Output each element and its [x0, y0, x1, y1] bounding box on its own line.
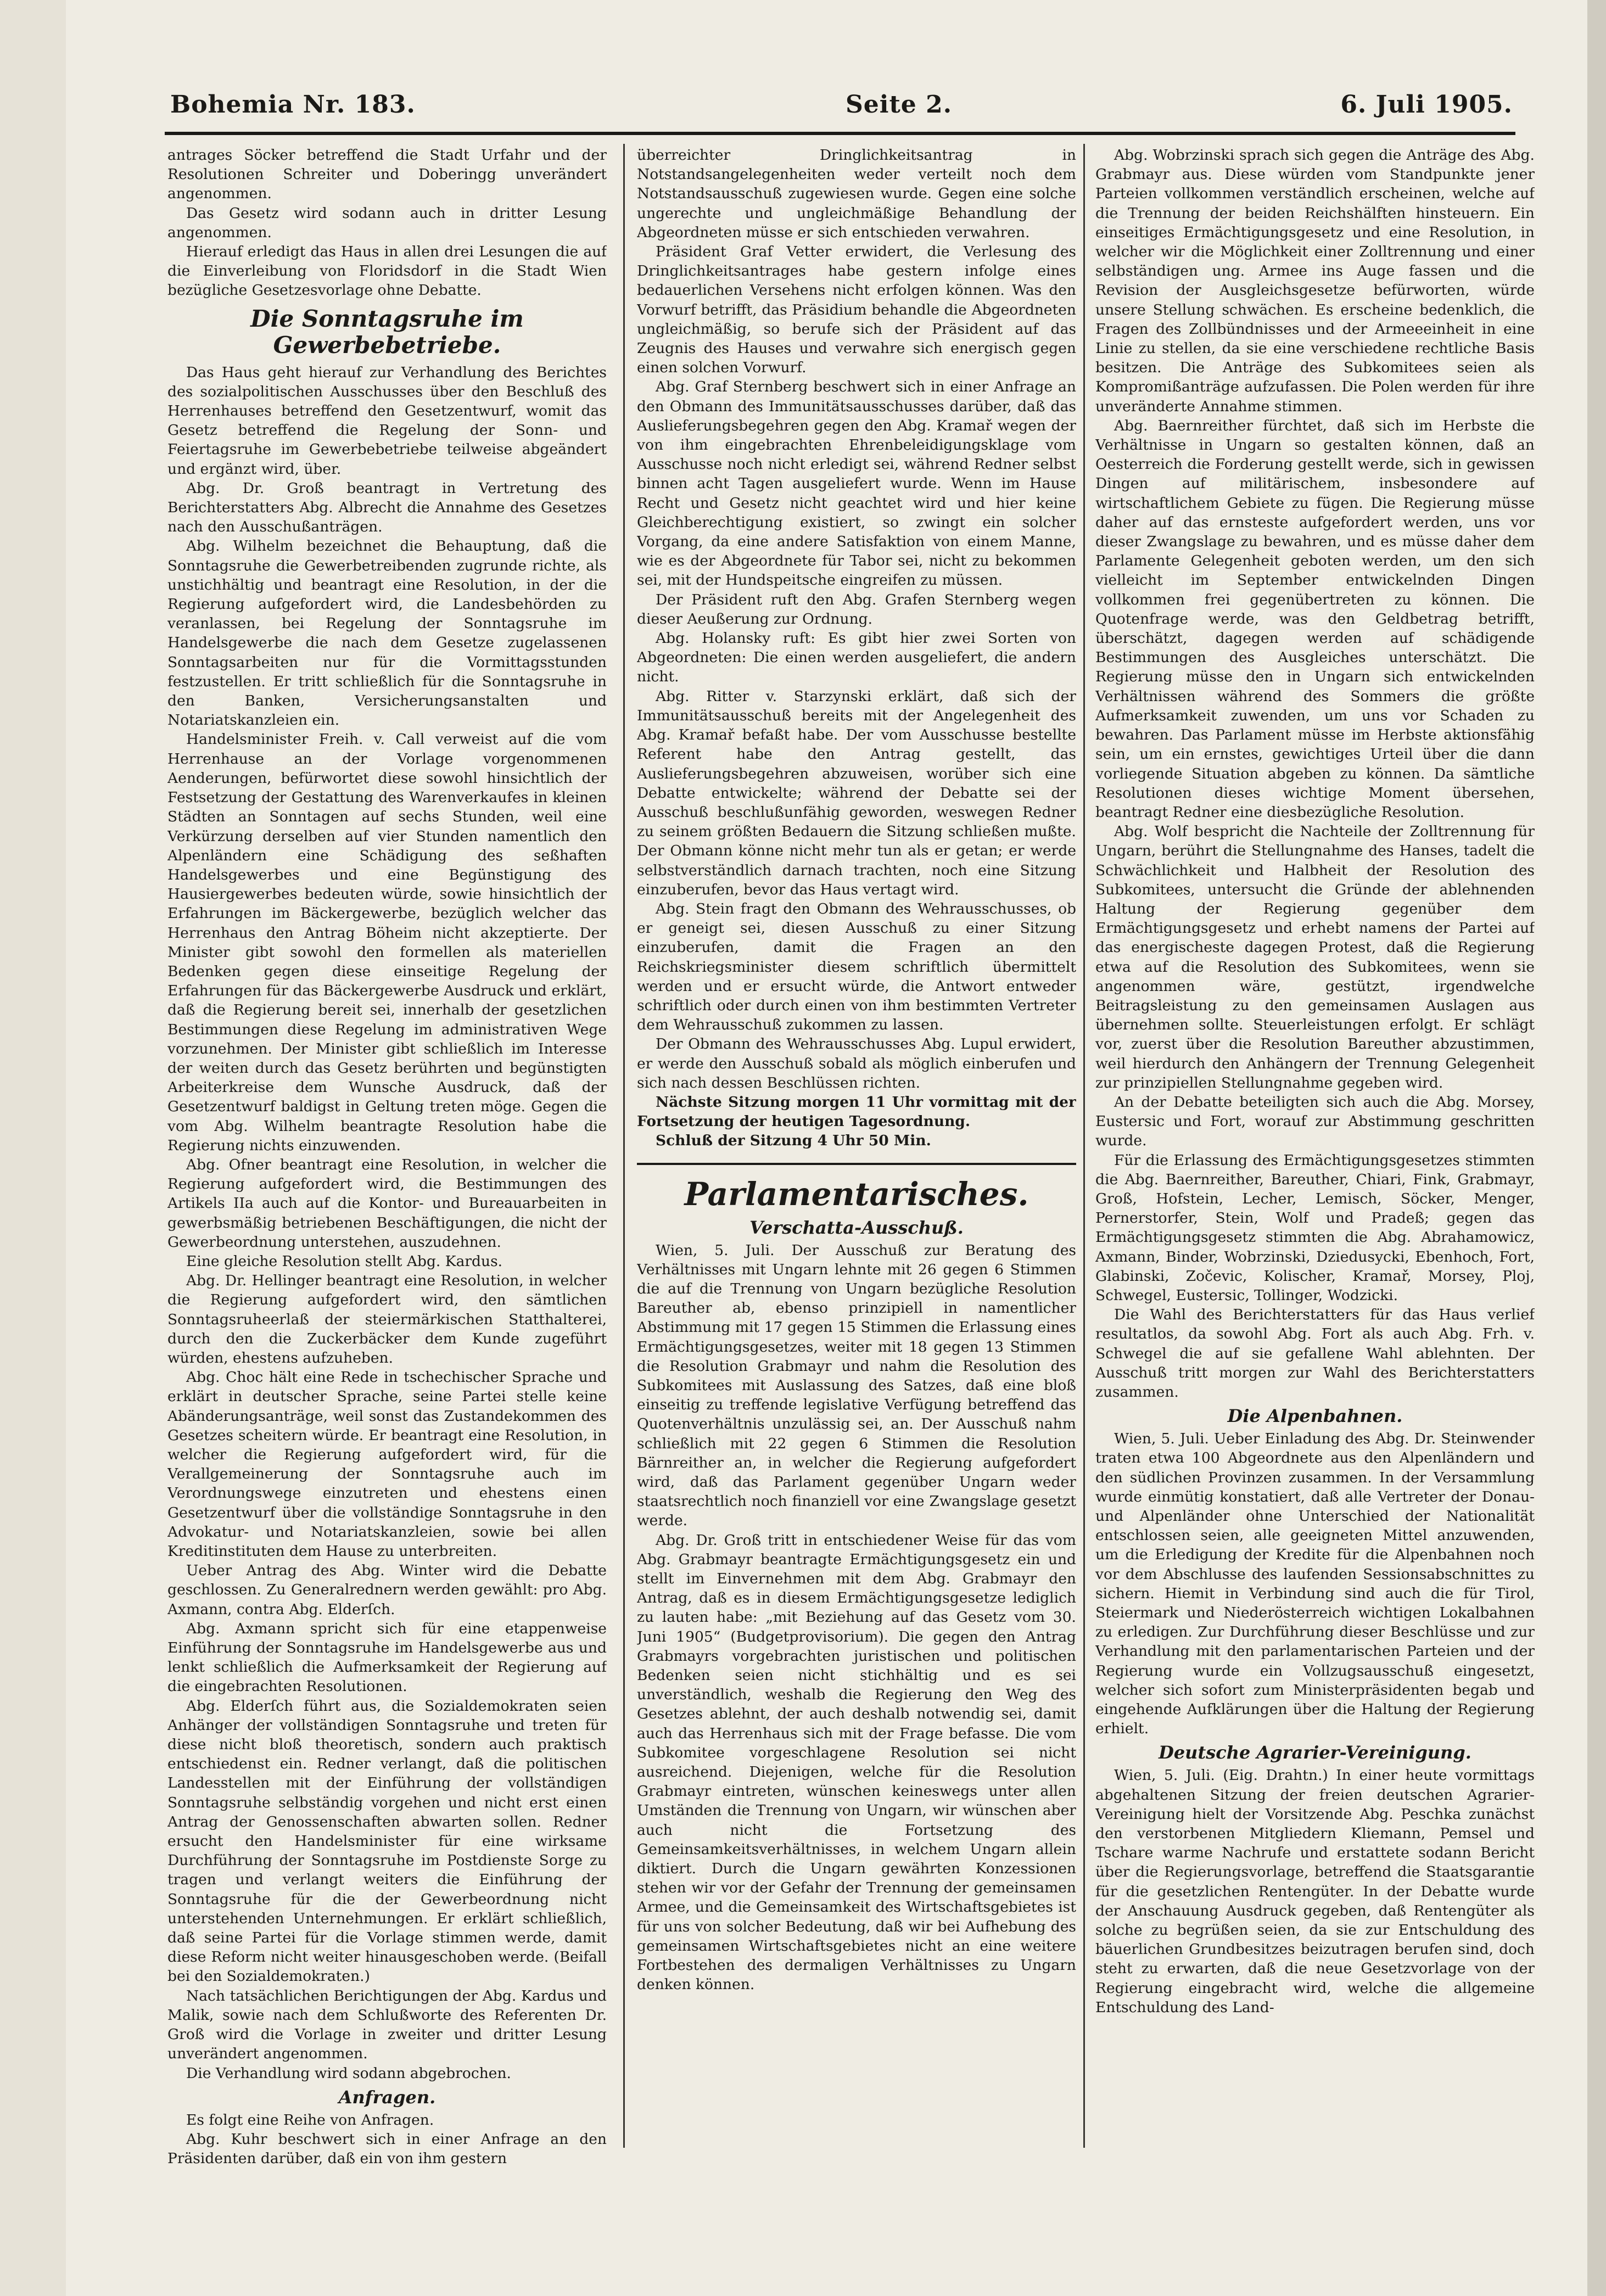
paragraph: Abg. Choc hält eine Rede in tschechischer Sprache und erklärt in deutscher Sprache, seine Partei stelle keine Abänderungsanträge, weil sonst das Zustandekommen des Gesetzes scheitern würde. Er beantragt eine Resolution, in welcher die Regierung aufgefordert wird, für die Verallgemeinerung der Sonntagsruhe auch im Verordnungswege einzutreten und ehestens einen Gesetzentwurf über die vollständige Sonntagsruhe in den Advokatur- und Notariatskanzleien, sowie bei allen Kreditinstituten dem Hause zu unterbreiten.	[167, 1369, 607, 1560]
column-divider-1	[623, 144, 625, 2148]
subheading-alpenbahnen: Die Alpenbahnen.	[1227, 1405, 1403, 1427]
paragraph: Die Wahl des Berichterstatters für das Haus verlief resultatlos, da sowohl Abg. Fort als auch Abg. Frh. v. Schwegel die auf sie gefallene Wahl ablehnten. Der Ausschuß tritt morgen zur Wahl des Berichterstatters zusammen.	[1095, 1306, 1535, 1401]
paragraph: Abg. Axmann spricht sich für eine etappenweise Einführung der Sonntagsruhe im Handelsgewerbe aus und lenkt schließlich die Aufmerksamkeit der Regierung auf die eingebrachten Resolutionen.	[167, 1620, 607, 1695]
scan-margin-right	[1587, 0, 1606, 2296]
section-heading-anfragen: Anfragen.	[338, 2086, 436, 2108]
paragraph: Abg. Dr. Groß beantragt in Vertretung des Berichterstatters Abg. Albrecht die Annahme des Gesetzes nach den Ausschußanträgen.	[167, 479, 607, 536]
paragraph: Abg. Stein fragt den Obmann des Wehrausschusses, ob er geneigt sei, diesen Ausschuß zu einer Sitzung einzuberufen, damit die Fragen an den Reichskriegsminister diesem schriftlich übermittelt werden und er ersucht würde, die Antwort entweder schriftlich oder durch einen von ihm bestimmten Vertreter dem Wehrausschuß zukommen zu lassen.	[637, 900, 1076, 1034]
paragraph: Die Verhandlung wird sodann abgebrochen.	[186, 2064, 511, 2082]
column-1	[167, 145, 607, 2265]
paragraph: antrages Söcker betreffend die Stadt Urfahr und der Resolutionen Schreiter und Doberingg unverändert angenommen.	[167, 147, 607, 203]
paragraph: Ueber Antrag des Abg. Winter wird die Debatte geschlossen. Zu Generalrednern werden gewählt: pro Abg. Axmann, contra Abg. Elderſch.	[167, 1562, 607, 1618]
column-2	[637, 145, 1076, 2265]
section-rule	[637, 1163, 1076, 1165]
paragraph: Abg. Wolf bespricht die Nachteile der Zolltrennung für Ungarn, berührt die Stellungnahme des Hanses, tadelt die Schwächlichkeit und Halbheit der Resolution des Subkomitees, untersucht die Gründe der ablehnenden Haltung der Regierung gegenüber dem Ermächtigungsgesetz und erhebt namens der Partei auf das energischeste dagegen Protest, daß die Regierung etwa auf die Resolution des Subkomitees, wenn sie angenommen wäre, gestützt, irgendwelche Beitragsleistung zu den gemeinsamen Auslagen aus übernehmen sollte. Steuerleistungen erfolgt. Er schlägt vor, zuerst über die Resolution Bareuther abzustimmen, weil hierdurch den Anhängern der Trennung Gelegenheit zur prinzipiellen Stellungnahme gegeben wird.	[1095, 823, 1535, 1091]
paragraph: Eine gleiche Resolution stellt Abg. Kardus.	[186, 1252, 503, 1270]
paragraph: Abg. Elderſch führt aus, die Sozialdemokraten seien Anhänger der vollständigen Sonntagsruhe und treten für diese nicht bloß theoretisch, sondern auch praktisch entschiedenst ein. Redner verlangt, daß die politischen Landesstellen mit der Einführung der vollständigen Sonntagsruhe selbständig vorgehen und nicht erst einen Antrag der Genossenschaften abwarten sollen. Redner ersucht den Handelsminister für eine wirksame Durchführung der Sonntagsruhe im Postdienste Sorge zu tragen und verlangt weiters die Einführung der Sonntagsruhe für die der Gewerbeordnung nicht unterstehenden Unternehmungen. Er erklärt schließlich, daß seine Partei für die Vorlage stimmen werde, damit diese Reform nicht weiter hinausgeschoben werde. (Beifall bei den Sozialdemokraten.)	[167, 1697, 607, 1985]
paragraph: Das Haus geht hierauf zur Verhandlung des Berichtes des sozialpolitischen Ausschusses über den Beschluß des Herrenhauses betreffend den Gesetzentwurf, womit das Gesetz betreffend die Regelung der Sonn- und Feiertagsruhe im Gewerbebetriebe teilweise abgeändert und ergänzt wird, über.	[167, 363, 607, 478]
subheading-agrarier-vereinigung: Deutsche Agrarier-Vereinigung.	[1159, 1742, 1471, 1763]
paragraph: Schluß der Sitzung 4 Uhr 50 Min.	[656, 1132, 931, 1150]
section-heading-parlamentarisches: Parlamentarisches.	[684, 1175, 1029, 1213]
paragraph: Nach tatsächlichen Berichtigungen der Abg. Kardus und Malik, sowie nach dem Schlußworte des Referenten Dr. Groß wird die Vorlage in zweiter und dritter Lesung unverändert angenommen.	[167, 1987, 607, 2063]
subheading-verschatta-ausschuss: Verschatta-Ausschuß.	[749, 1217, 964, 1238]
paragraph: Das Gesetz wird sodann auch in dritter Lesung angenommen.	[167, 204, 607, 241]
paragraph: Nächste Sitzung morgen 11 Uhr vormittag mit der Fortsetzung der heutigen Tagesordnung.	[637, 1093, 1076, 1130]
paragraph: Abg. Wobrzinski sprach sich gegen die Anträge des Abg. Grabmayr aus. Diese würden vom Standpunkte jener Parteien vollkommen verständlich erscheinen, welche auf die Trennung der beiden Reichshälften hinsteuern. Ein einseitiges Ermächtigungsgesetz und eine Resolution, in welcher wir die Möglichkeit einer Zolltrennung und einer selbständigen ung. Armee ins Auge fassen und die Revision der Ausgleichsgesetze befürworten, würde unsere Stellung schwächen. Es erscheine bedenklich, die Fragen des Zollbündnisses und der Armeeeinheit in eine Linie zu stellen, da sie eine verschiedene rechtliche Basis besitzen. Die Anträge des Subkomitees seien als Kompromißanträge aufzufassen. Die Polen werden für ihre unveränderte Annahme stimmen.	[1095, 147, 1535, 415]
paragraph: Abg. Dr. Groß tritt in entschiedener Weise für das vom Abg. Grabmayr beantragte Ermächtigungsgesetz ein und stellt im Einvernehmen mit dem Abg. Grabmayr den Antrag, daß es in diesem Ermächtigungsgesetze lediglich zu lauten habe: „mit Beziehung auf das Gesetz vom 30. Juni 1905“ (Budgetprovisorium). Die gegen den Antrag Grabmayrs vorgebrachten juristischen und politischen Bedenken seien nicht stichhältig und es sei unverständlich, weshalb die Regierung den Weg des Gesetzes ablehnt, der auch deshalb notwendig sei, damit auch das Herrenhaus sich mit der Frage befasse. Die vom Subkomitee vorgeschlagene Resolution sei nicht ausreichend. Diejenigen, welche für die Resolution Grabmayr eintreten, wünschen keineswegs unter allen Umständen die Trennung von Ungarn, wir wünschen aber auch nicht die Fortsetzung des Gemeinsamkeitsverhältnisses, in welchem Ungarn allein diktiert. Durch die Ungarn gewährten Konzessionen stehen wir vor der Gefahr der Trennung der gemeinsamen Armee, und die Gemeinsamkeit des Wirtschaftsgebietes ist für uns von solcher Bedeutung, daß wir bei Aufhebung des gemeinsamen Wirtschaftsgebietes nicht an eine weitere Fortbestehen des dermaligen Verhältnisses zu Ungarn denken können.	[637, 1531, 1076, 1993]
paragraph: Abg. Baernreither fürchtet, daß sich im Herbste die Verhältnisse in Ungarn so gestalten können, daß an Oesterreich die Forderung gestellt werde, sich in gewissen Dingen auf militärischem, insbesondere auf wirtschaftlichem Gebiete zu fügen. Die Regierung müsse daher auf das ernsteste aufgefordert werden, uns vor dieser Zwangslage zu bewahren, und es müsse daher dem Parlamente Gelegenheit geboten werden, um den sich vielleicht im September entwickelnden Dingen vollkommen frei gegenübertreten zu können. Die Quotenfrage werde, was den Geldbetrag betrifft, überschätzt, dagegen werden auf schädigende Bestimmungen des Ausgleiches unterschätzt. Die Regierung müsse den in Ungarn sich entwickelnden Verhältnissen während des Sommers die größte Aufmerksamkeit zuwenden, um uns vor Schaden zu bewahren. Das Parlament müsse im Herbste aktionsfähig sein, um ein ernstes, gewichtiges Urteil über die dann vorliegende Situation abgeben zu können. Da sämtliche Resolutionen dieses wichtige Moment übersehen, beantragt Redner eine diesbezügliche Resolution.	[1095, 417, 1535, 821]
paragraph: überreichter Dringlichkeitsantrag in Notstandsangelegenheiten weder verteilt noch dem Notstandsausschuß zugewiesen wurde. Gegen eine solche ungerechte und ungleichmäßige Behandlung der Abgeordneten müsse er sich entschieden verwahren.	[637, 147, 1076, 241]
paragraph: Abg. Kuhr beschwert sich in einer Anfrage an den Präsidenten darüber, daß ein von ihm gestern	[167, 2130, 607, 2168]
issue-date: 6. Juli 1905.	[1340, 91, 1513, 119]
masthead-issue: Bohemia Nr. 183.	[170, 91, 416, 119]
paragraph: Abg. Wilhelm bezeichnet die Behauptung, daß die Sonntagsruhe die Gewerbetreibenden zugrunde richte, als unstichhältig und beantragt eine Resolution, in der die Regierung aufgefordert wird, die Landesbehörden zu veranlassen, bei Regelung der Sonntagsruhe im Handelsgewerbe die nach dem Gesetze zugelassenen Sonntagsarbeiten nur für die Vormittagsstunden festzustellen. Er tritt schließlich für die Sonntagsruhe in den Banken, Versicherungsanstalten und Notariatskanzleien ein.	[167, 537, 607, 729]
paragraph: Für die Erlassung des Ermächtigungsgesetzes stimmten die Abg. Baernreither, Bareuther, Chiari, Fink, Grabmayr, Groß, Hofstein, Lecher, Lemisch, Söcker, Menger, Pernerstorfer, Stein, Wolf und Pradeß; gegen das Ermächtigungsgesetz stimmten die Abg. Abrahamowicz, Axmann, Binder, Wobrzinski, Dziedusycki, Ebenhoch, Fort, Glabinski, Zočevic, Kolischer, Kramař, Morsey, Ploj, Schwegel, Eustersic, Tollinger, Wodzicki.	[1095, 1151, 1535, 1304]
page-header	[170, 91, 1513, 135]
paragraph: Wien, 5. Juli. (Eig. Drahtn.) In einer heute vormittags abgehaltenen Sitzung der freien deutschen Agrarier-Vereinigung hielt der Vorsitzende Abg. Peschka zunächst den verstorbenen Mitgliedern Kliemann, Pemsel und Tschare warme Nachrufe und erstattete sodann Bericht über die Regierungsvorlage, betreffend die Staatsgarantie für die gesetzlichen Rentengüter. In der Debatte wurde der Anschauung Ausdruck gegeben, daß Rentengüter als solche zu begrüßen seien, da sie zur Entschuldung des bäuerlichen Grundbesitzes beizutragen berufen sind, doch steht zu erwarten, daß die neue Gesetzvorlage von der Regierung eingebracht wird, welche die allgemeine Entschuldung des Land-	[1095, 1767, 1535, 2016]
paragraph: Der Präsident ruft den Abg. Grafen Sternberg wegen dieser Aeußerung zur Ordnung.	[637, 591, 1076, 628]
paragraph: Wien, 5. Juli. Der Ausschuß zur Beratung des Verhältnisses mit Ungarn lehnte mit 26 gegen 6 Stimmen die auf die Trennung von Ungarn bezügliche Resolution Bareuther ab, ebenso prinzipiell in namentlicher Abstimmung mit 17 gegen 15 Stimmen die Erlassung eines Ermächtigungsgesetzes, weiter mit 18 gegen 13 Stimmen die Resolution Grabmayr und nahm die Resolution des Subkomitees mit Auslassung des Satzes, daß eine bloß einseitig zu treffende legislative Verfügung betreffend das Quotenverhältnis unzulässig sei, an. Der Ausschuß nahm schließlich mit 22 gegen 6 Stimmen die Resolution Bärnreither an, in welcher die Regierung aufgefordert wird, daß das Parlament gegenüber Ungarn weder staatsrechtlich noch finanziell vor eine Zwangslage gesetzt werde.	[637, 1241, 1076, 1530]
paragraph: Abg. Dr. Hellinger beantragt eine Resolution, in welcher die Regierung aufgefordert wird, den sämtlichen Sonntagsruheerlaß der steiermärkischen Statthalterei, durch den die Zuckerbäcker dem Kunde zugeführt würden, ehestens aufzuheben.	[167, 1272, 607, 1367]
header-rule	[165, 132, 1515, 135]
paragraph: An der Debatte beteiligten sich auch die Abg. Morsey, Eustersic und Fort, worauf zur Abstimmung geschritten wurde.	[1095, 1093, 1535, 1150]
paragraph: Es folgt eine Reihe von Anfragen.	[186, 2111, 434, 2129]
paragraph: Der Obmann des Wehrausschusses Abg. Lupul erwidert, er werde den Ausschuß sobald als möglich einberufen und sich nach dessen Beschlüssen richten.	[637, 1035, 1076, 1091]
paragraph: Abg. Graf Sternberg beschwert sich in einer Anfrage an den Obmann des Immunitätsausschusses darüber, daß das Auslieferungsbegehren gegen den Abg. Kramař wegen der von ihm eingebrachten Ehrenbeleidigungsklage vom Ausschusse noch nicht erledigt sei, während Redner selbst binnen acht Tagen ausgeliefert wurde. Wenn im Hause Recht und Gesetz nicht geachtet wird und hier keine Gleichberechtigung existiert, so zwingt ein solcher Vorgang, da eine andere Satisfaktion von einem Manne, wie es der Abgeordnete für Tabor sei, nicht zu bekommen sei, mit der Hundspeitsche eingreifen zu müssen.	[637, 378, 1076, 589]
column-3	[1095, 145, 1535, 2265]
paragraph: Abg. Ofner beantragt eine Resolution, in welcher die Regierung aufgefordert wird, die Bestimmungen des Artikels IIa auch auf die Kontor- und Bureauarbeiten in gewerbsmäßig betriebenen Beschäftigungen, die nicht der Gewerbeordnung unterstehen, auszudehnen.	[167, 1156, 607, 1251]
page-number: Seite 2.	[846, 91, 953, 119]
section-heading-sonntagsruhe: Die Sonntagsruhe im Gewerbebetriebe.	[250, 305, 524, 359]
column-divider-2	[1083, 144, 1085, 2148]
paragraph: Abg. Ritter v. Starzynski erklärt, daß sich der Immunitätsausschuß bereits mit der Angelegenheit des Abg. Kramař befaßt habe. Der vom Ausschusse bestellte Referent habe den Antrag gestellt, das Auslieferungsbegehren abzuweisen, worüber sich eine Debatte entwickelte; während der Debatte sei der Ausschuß beschlußunfähig geworden, weswegen Redner zu seinem größten Bedauern die Sitzung schließen mußte. Der Obmann könne nicht mehr tun als er getan; er werde selbstverständlich darnach trachten, noch eine Sitzung einzuberufen, bevor das Haus vertagt wird.	[637, 687, 1076, 898]
paragraph: Handelsminister Freih. v. Call verweist auf die vom Herrenhause an der Vorlage vorgenommenen Aenderungen, befürwortet diese sowohl hinsichtlich der Festsetzung der Gestattung des Warenverkaufes in kleinen Städten an Sonntagen auf sechs Stunden, weil eine Verkürzung derselben auf vier Stunden namentlich den Alpenländern eine Schädigung des seßhaften Handelsgewerbes und eine Begünstigung des Hausiergewerbes bedeuten würde, sowie hinsichtlich der Erfahrungen im Bäckergewerbe, bezüglich welcher das Herrenhaus den Antrag Böheim nicht akzeptierte. Der Minister gibt sowohl den formellen als materiellen Bedenken gegen diese einseitige Regelung der Erfahrungen für das Bäckergewerbe Ausdruck und erklärt, daß die Regierung bereit sei, innerhalb der gesetzlichen Bestimmungen diese Regelung im administrativen Wege vorzunehmen. Der Minister gibt schließlich im Interesse der weiten durch das Gesetz berührten und begünstigten Arbeiterkreise dem Wunsche Ausdruck, daß der Gesetzentwurf baldigst in Geltung treten möge. Gegen die vom Abg. Wilhelm beantragte Resolution habe die Regierung nichts einzuwenden.	[167, 731, 607, 1154]
paragraph: Hierauf erledigt das Haus in allen drei Lesungen die auf die Einverleibung von Floridsdorf in die Stadt Wien bezügliche Gesetzesvorlage ohne Debatte.	[167, 243, 607, 299]
paragraph: Wien, 5. Juli. Ueber Einladung des Abg. Dr. Steinwender traten etwa 100 Abgeordnete aus den Alpenländern und den südlichen Provinzen zusammen. In der Versammlung wurde einmütig konstatiert, daß alle Vertreter der Donau- und Alpenländer ohne Unterschied der Nationalität entschlossen seien, alle geeigneten Mittel anzuwenden, um die Erledigung der Kredite für die Alpenbahnen noch vor dem Abschlusse des laufenden Sessionsabschnittes zu sichern. Hiemit in Verbindung sind auch die für Tirol, Steiermark und Niederösterreich wichtigen Lokalbahnen zu erledigen. Zur Durchführung dieser Beschlüsse und zur Verhandlung mit den parlamentarischen Parteien und der Regierung wurde ein Vollzugsausschuß eingesetzt, welcher sich sofort zum Ministerpräsidenten begab und eingehende Aufklärungen über die Haltung der Regierung erhielt.	[1095, 1430, 1535, 1738]
scan-margin-left	[0, 0, 66, 2296]
paragraph: Abg. Holansky ruft: Es gibt hier zwei Sorten von Abgeordneten: Die einen werden ausgeliefert, die andern nicht.	[637, 630, 1076, 686]
paragraph: Präsident Graf Vetter erwidert, die Verlesung des Dringlichkeitsantrages habe gestern infolge eines bedauerlichen Versehens nicht erfolgen können. Was den Vorwurf betrifft, das Präsidium behandle die Abgeordneten ungleichmäßig, so berufe sich der Präsident auf das Zeugnis des Hauses und verwahre sich energisch gegen einen solchen Vorwurf.	[637, 243, 1076, 377]
